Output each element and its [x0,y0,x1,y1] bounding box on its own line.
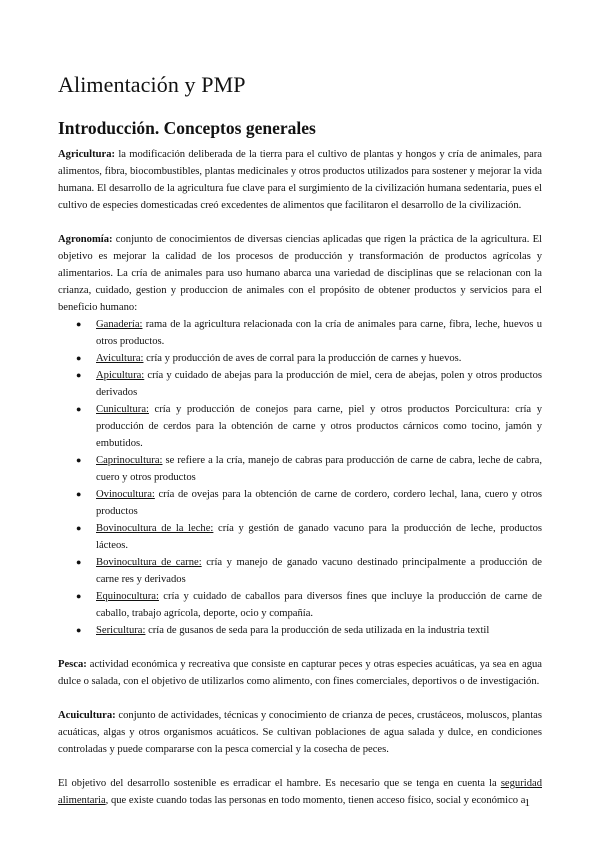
list-item [76,554,542,588]
list-item-term: Apicultura: [96,370,145,381]
list-item-term: Bovinocultura de carne: [96,557,202,568]
list-item [76,350,542,367]
list-item [76,520,542,554]
list-item-term: Cunicultura: [96,404,149,415]
body-text [58,146,542,809]
list-item-text: rama de la agricultura relacionada con la cría de animales para carne, fibra, leche, huevos u otros productos. [96,319,542,347]
bullet-icon: ● [76,370,82,380]
term-agricultura: Agricultura: [58,149,116,160]
bullet-icon: ● [76,625,82,635]
list-item [76,367,542,401]
list-item-text: cría y manejo de ganado vacuno destinado principalmente a producción de carne res y derivados [96,557,542,585]
list-item-text: cría y producción de conejos para carne, piel y otros productos Porcicultura: cría y producción de cerdos para la obtención de carne y otros productos cárnicos como tocino, jamón y embutidos. [96,404,542,449]
list-item [76,486,542,520]
paragraph-text: El objetivo del desarrollo sostenible es erradicar el hambre. Es necesario que se tenga en cuenta la [58,778,501,789]
bullet-icon: ● [76,455,82,465]
link-seguridad-alimentaria[interactable]: seguridad alimentaria [58,778,542,806]
term-agronomia: Agronomía: [58,234,113,245]
list-item-term: Caprinocultura: [96,455,163,466]
list-item-text: cría y cuidado de abejas para la producción de miel, cera de abejas, polen y otros productos derivados [96,370,542,398]
bullet-icon: ● [76,591,82,601]
paragraph-final [58,775,542,809]
bullet-icon: ● [76,557,82,567]
animal-breeding-list [58,316,542,639]
bullet-icon: ● [76,489,82,499]
term-pesca: Pesca: [58,659,87,670]
page-number: 1 [524,797,530,809]
list-item-text: cría de ovejas para la obtención de carne de cordero, cordero lechal, lana, cuero y otros productos [96,489,542,517]
list-item-text: cría de gusanos de seda para la producción de seda utilizada en la industria textil [145,625,490,636]
term-acuicultura: Acuicultura: [58,710,116,721]
list-item-term: Ganadería: [96,319,143,330]
page-title: Alimentación y PMP [58,72,246,97]
list-item-term: Ovinocultura: [96,489,155,500]
list-item-text: cría y gestión de ganado vacuno para la producción de leche, productos lácteos. [96,523,542,551]
list-item-text: se refiere a la cría, manejo de cabras para producción de carne de cabra, leche de cabra, cuero y otros productos [96,455,542,483]
list-item-term: Sericultura: [96,625,146,636]
section-heading: Introducción. Conceptos generales [58,118,316,138]
paragraph-agricultura [58,146,542,214]
bullet-icon: ● [76,353,82,363]
list-item [76,588,542,622]
paragraph-pesca [58,656,542,690]
paragraph-acuicultura [58,707,542,758]
bullet-icon: ● [76,523,82,533]
paragraph-text: conjunto de conocimientos de diversas ciencias aplicadas que rigen la práctica de la agricultura. El objetivo es mejorar la calidad de los procesos de producción y transformación de productos agrícolas y alimentarios. La cría de animales para uso humano abarca una variedad de disciplinas que se relacionan con la crianza, cuidado, gestion y produccion de animales con el propósito de obtener productos y servicios para el beneficio humano: [58,234,542,313]
list-item-term: Equinocultura: [96,591,159,602]
bullet-icon: ● [76,319,82,329]
list-item [76,316,542,350]
paragraph-agronomia [58,231,542,316]
bullet-icon: ● [76,404,82,414]
list-item [76,452,542,486]
list-item-text: cría y cuidado de caballos para diversos fines que incluye la producción de carne de caballo, trabajo agrícola, deporte, ocio y compañía. [96,591,542,619]
paragraph-text: conjunto de actividades, técnicas y conocimiento de crianza de peces, crustáceos, moluscos, plantas acuáticas, algas y otros organismos acuáticos. Se cultivan poblaciones de agua salada y dulce, en condiciones controladas y puede compararse con la pesca comercial y la cosecha de peces. [58,710,542,755]
list-item [76,401,542,452]
paragraph-text: , que existe cuando todas las personas en todo momento, tienen acceso físico, social y económico a [105,795,526,806]
list-item-term: Avicultura: [96,353,144,364]
list-item-term: Bovinocultura de la leche: [96,523,214,534]
list-item-text: cría y producción de aves de corral para la producción de carnes y huevos. [143,353,462,364]
paragraph-text: la modificación deliberada de la tierra para el cultivo de plantas y hongos y cría de animales, para alimentos, fibra, biocombustibles, plantas medicinales y otros productos utilizados para sostener y mejorar la vida humana. El desarrollo de la agricultura fue clave para el surgimiento de la civilización humana sedentaria, pues el cultivo de especies domesticadas creó excedentes de alimentos que facilitaron el desarrollo de la civilización. [58,149,542,211]
paragraph-text: actividad económica y recreativa que consiste en capturar peces y otras especies acuáticas, ya sea en agua dulce o salada, con el objetivo de utilizarlos como alimento, con fines comerciales, deportivos o de investigación. [58,659,542,687]
list-item [76,622,542,639]
